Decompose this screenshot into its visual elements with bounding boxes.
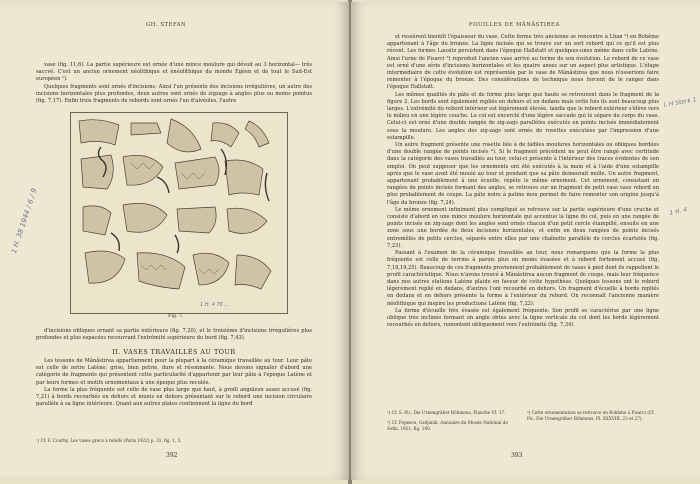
paragraph: d'incisions obliques ornant sa partie extérieure (fig. 7,20), et le troisième d'incisions irrégulières plus profondes et plus espacées recouvrant l'extrémité supérieure du bord (fig. 7,43). <box>36 328 312 342</box>
pencil-margin-note: 1 H. 38 1944 / 6 / 9 <box>10 187 39 255</box>
paragraph: Quelques fragments sont ornés d'incisions. Ainsi l'un présente des incisions irrégulières, un autre des incisions horizontales plus profondes, deux autres sont ornés de zigzags à angles plus ou moins pointus (fig. 7,17). Enfin trois fragments de rebords sont ornés l'un d'alvéoles, l'autre <box>36 83 312 105</box>
pencil-figure-note: 1 H. 4 78 ... <box>200 302 230 308</box>
running-head: GH. STEFAN <box>146 22 187 28</box>
pencil-margin-note: l. H Sterk 1 <box>663 96 698 109</box>
running-head: FOUILLES DE MÂNĂSTIREA <box>469 22 560 28</box>
right-body-text <box>387 34 659 329</box>
left-after-figure-text <box>36 328 312 342</box>
paragraph: Les mêmes qualités de pâte et de forme plus large que haute se retrouvent dans le fragment de la figure 2. Les bords sont également repliés en dehors et en dedans mais cette fois ils sont beaucoup plus larges. L'extrémité du rebord intérieur est légèrement élevée, tandis que le rebord extérieur s'élève vers le milieu en une légère couche. Le col est encerclé d'une légère saccade qui le sépare du corps du vase. Celui-ci est orné d'une double rangée de zig-zags parallèles exécutés en points incisés immédiatement sous la moulure. Les angles des zig-zags sont ornés de rosettes exécutées par l'impression d'une estampille. <box>387 91 659 141</box>
paragraph: et ressèrent bientôt l'épaisseur du vase. Cette forme très ancienne se rencontre à Lhan ²) en Bohême appartenant à l'âge du bronze. La ligne incisée qui se trouve sur un sort rebord qui ce qu'il est plus récent. Les formes Lausitz persistent dans l'époque Hallstatt et quelques-unes même dans celle Latène. Ainsi l'urne de Pisarci ³) reproduit l'ancien vase arrivé au terme de son évolution. Le rebord de ce vase est orné d'une série d'incisions horizontales et les quatre anses sur un aspect plus artistique. L'étape intermédiaire de cette évolution est représentée par le vase de Mânăstirea que nous n'osserions faire remonter à l'époque du bronze. Des considérations de technique nous forcent de le ranger dans l'époque Hallstatt. <box>387 34 659 91</box>
left-top-text <box>36 62 312 105</box>
pencil-margin-note: 1 H. 4 <box>669 206 688 217</box>
paragraph: vase (fig. 11,6). La partie supérieure est ornée d'une mince moulure qui dévoit au 3 horizontal— très saccvé. C'est un ancien ornement néolithique et énéolithique du monde Égéen et de tout le Sud-Est européen ¹). <box>36 62 312 83</box>
left-page <box>0 2 349 480</box>
paragraph: Le même ornement infiniment plus compliqué se retrouve sur la partie supérieure d'une cruche et consiste d'abord en une mince moulure horizontale qui accentue la ligne du col, puis en une rangée de points incisés en zig-zags dont les angles sont ornés chacun d'un petit cercle étampillé, ensuite en une zone sous une bordée de deux incisions horizontales, et enfin en deux rangées de points incisés entremêlés de petits cercles, séparés entre elles par une chaînette parallèle de cercles écartelés (fig. 7,23). <box>387 206 659 249</box>
footnote: ¹) Cf. F. Courby, Les vases grecs à reliefs (Paris 1922) p. 31, fig. 1, 5. <box>36 438 182 443</box>
paragraph: La forme d'écuelle très évasée est également fréquente. Son profil se caractérise par une ligne oblique très inclinée formant un angle obtus avec la ligne verticale du col dont les bords légèrement recourbés en dehors, remontent obliquement vers l'extrémité (fig. 7,34). <box>387 307 659 329</box>
paragraph: Passant à l'examen de la céramique travaillée au tour, nous remarquons que la forme la plus fréquente est celle de terrine à parois plus ou moins évasées et à rebord fortement accusé (fig. 7,18,19,25). Beaucoup de ces fragments proviennent probablement de vases à pied dont ils rappellent le profil caractéristique. Nous n'avons trouvé à Mânăstirea aucun fragment de coupe, mais leur fréquence dans nos autres stations Latène plaide en faveur de cette hypothèse. Quelques tessons ont le rebord légèrement replié en dedans, d'autres l'ont recourbé en dehors. Un fragment d'écuelle à bords repliés en dedans et en dehors présente la forme à l'extérieur du rebord. On reconnaît l'ancienne manière néolithique qui inspire les productions Latène (fig. 7,22). <box>387 250 659 307</box>
pottery-figure <box>70 112 288 314</box>
right-page <box>351 2 700 480</box>
footnote: ⁴) Cette ornementation se retrouve en Bohême à Pisarci (Cf. Pic, Die Urnengräber Böhmens, Pl. XXXVIII, 23 et 27). <box>527 410 655 421</box>
paragraph: Les tessons de Mânăstirea appartiennent pour la plupart à la céramique travaillée au tour. Leur pâte est celle de notre Latène: grise, bien petrie, dure et résonnante. Nous devons signaler d'abord une catégorie de fragments qui présentent cette particularité d'appartenir par leur pâte à l'époque Latène et par leurs formes et motifs ornementaux à une époque plus reculée. <box>36 358 312 386</box>
page-number: 393 <box>511 452 523 459</box>
paragraph: La forme la plus fréquente est celle de vase plus large que haut, à profil anguleux assez accusé (fig. 7,21) à bords recourbés en dehors et munis en dehors présentant sur le rebord une incision circulaire parallèle à sa ligne intérieure. Quant aux autres plates contiennent la ligne du bord <box>36 386 312 408</box>
figure-caption: Fig. 7. <box>168 314 184 319</box>
left-section-text <box>36 358 312 408</box>
section-heading: II. VASES TRAVAILLÉS AU TOUR <box>112 348 236 356</box>
page-number: 392 <box>166 452 178 459</box>
paragraph: Un autre fragment présente une rosette liée à de faibles moulures horizontales ou obliques bordées d'une double rangée de points incisés ⁴). Si le fragment précédent ne peut être rangé avec certitude dans la catégorie des vases travaillés au tour, celui-ci présente à l'intérieur des traces évidentes de son emploi. On peut supposer que les ornements ont été exécutés à la main et à l'aide d'une estampille après que le vase avait été moulé au tour et pendant que sa pâte demeurait molle. Un autre fragment, appartenant probablement à une écuelle, répète le même ornement. Cet ornement, consistant en rangées de points incisés formant des angles, se retrouve sur un fragment de petit vase vase rebord en plus probablement de coupe. La pâte noire à patine mou permet de faire remonter son origine jusqu'à l'âge du bronze (fig. 7,24). <box>387 142 659 206</box>
pottery-sherds-drawing <box>71 113 287 313</box>
footnote: ²) Cf. S. Pic, Die Urnengräber Böhmens, Planche VI, 17. <box>387 410 506 415</box>
footnote: ³) Cf. Popescu, Gsdjanik, Annuaire du Musée National de Sofia, 1921, fig. 100. <box>387 420 508 431</box>
